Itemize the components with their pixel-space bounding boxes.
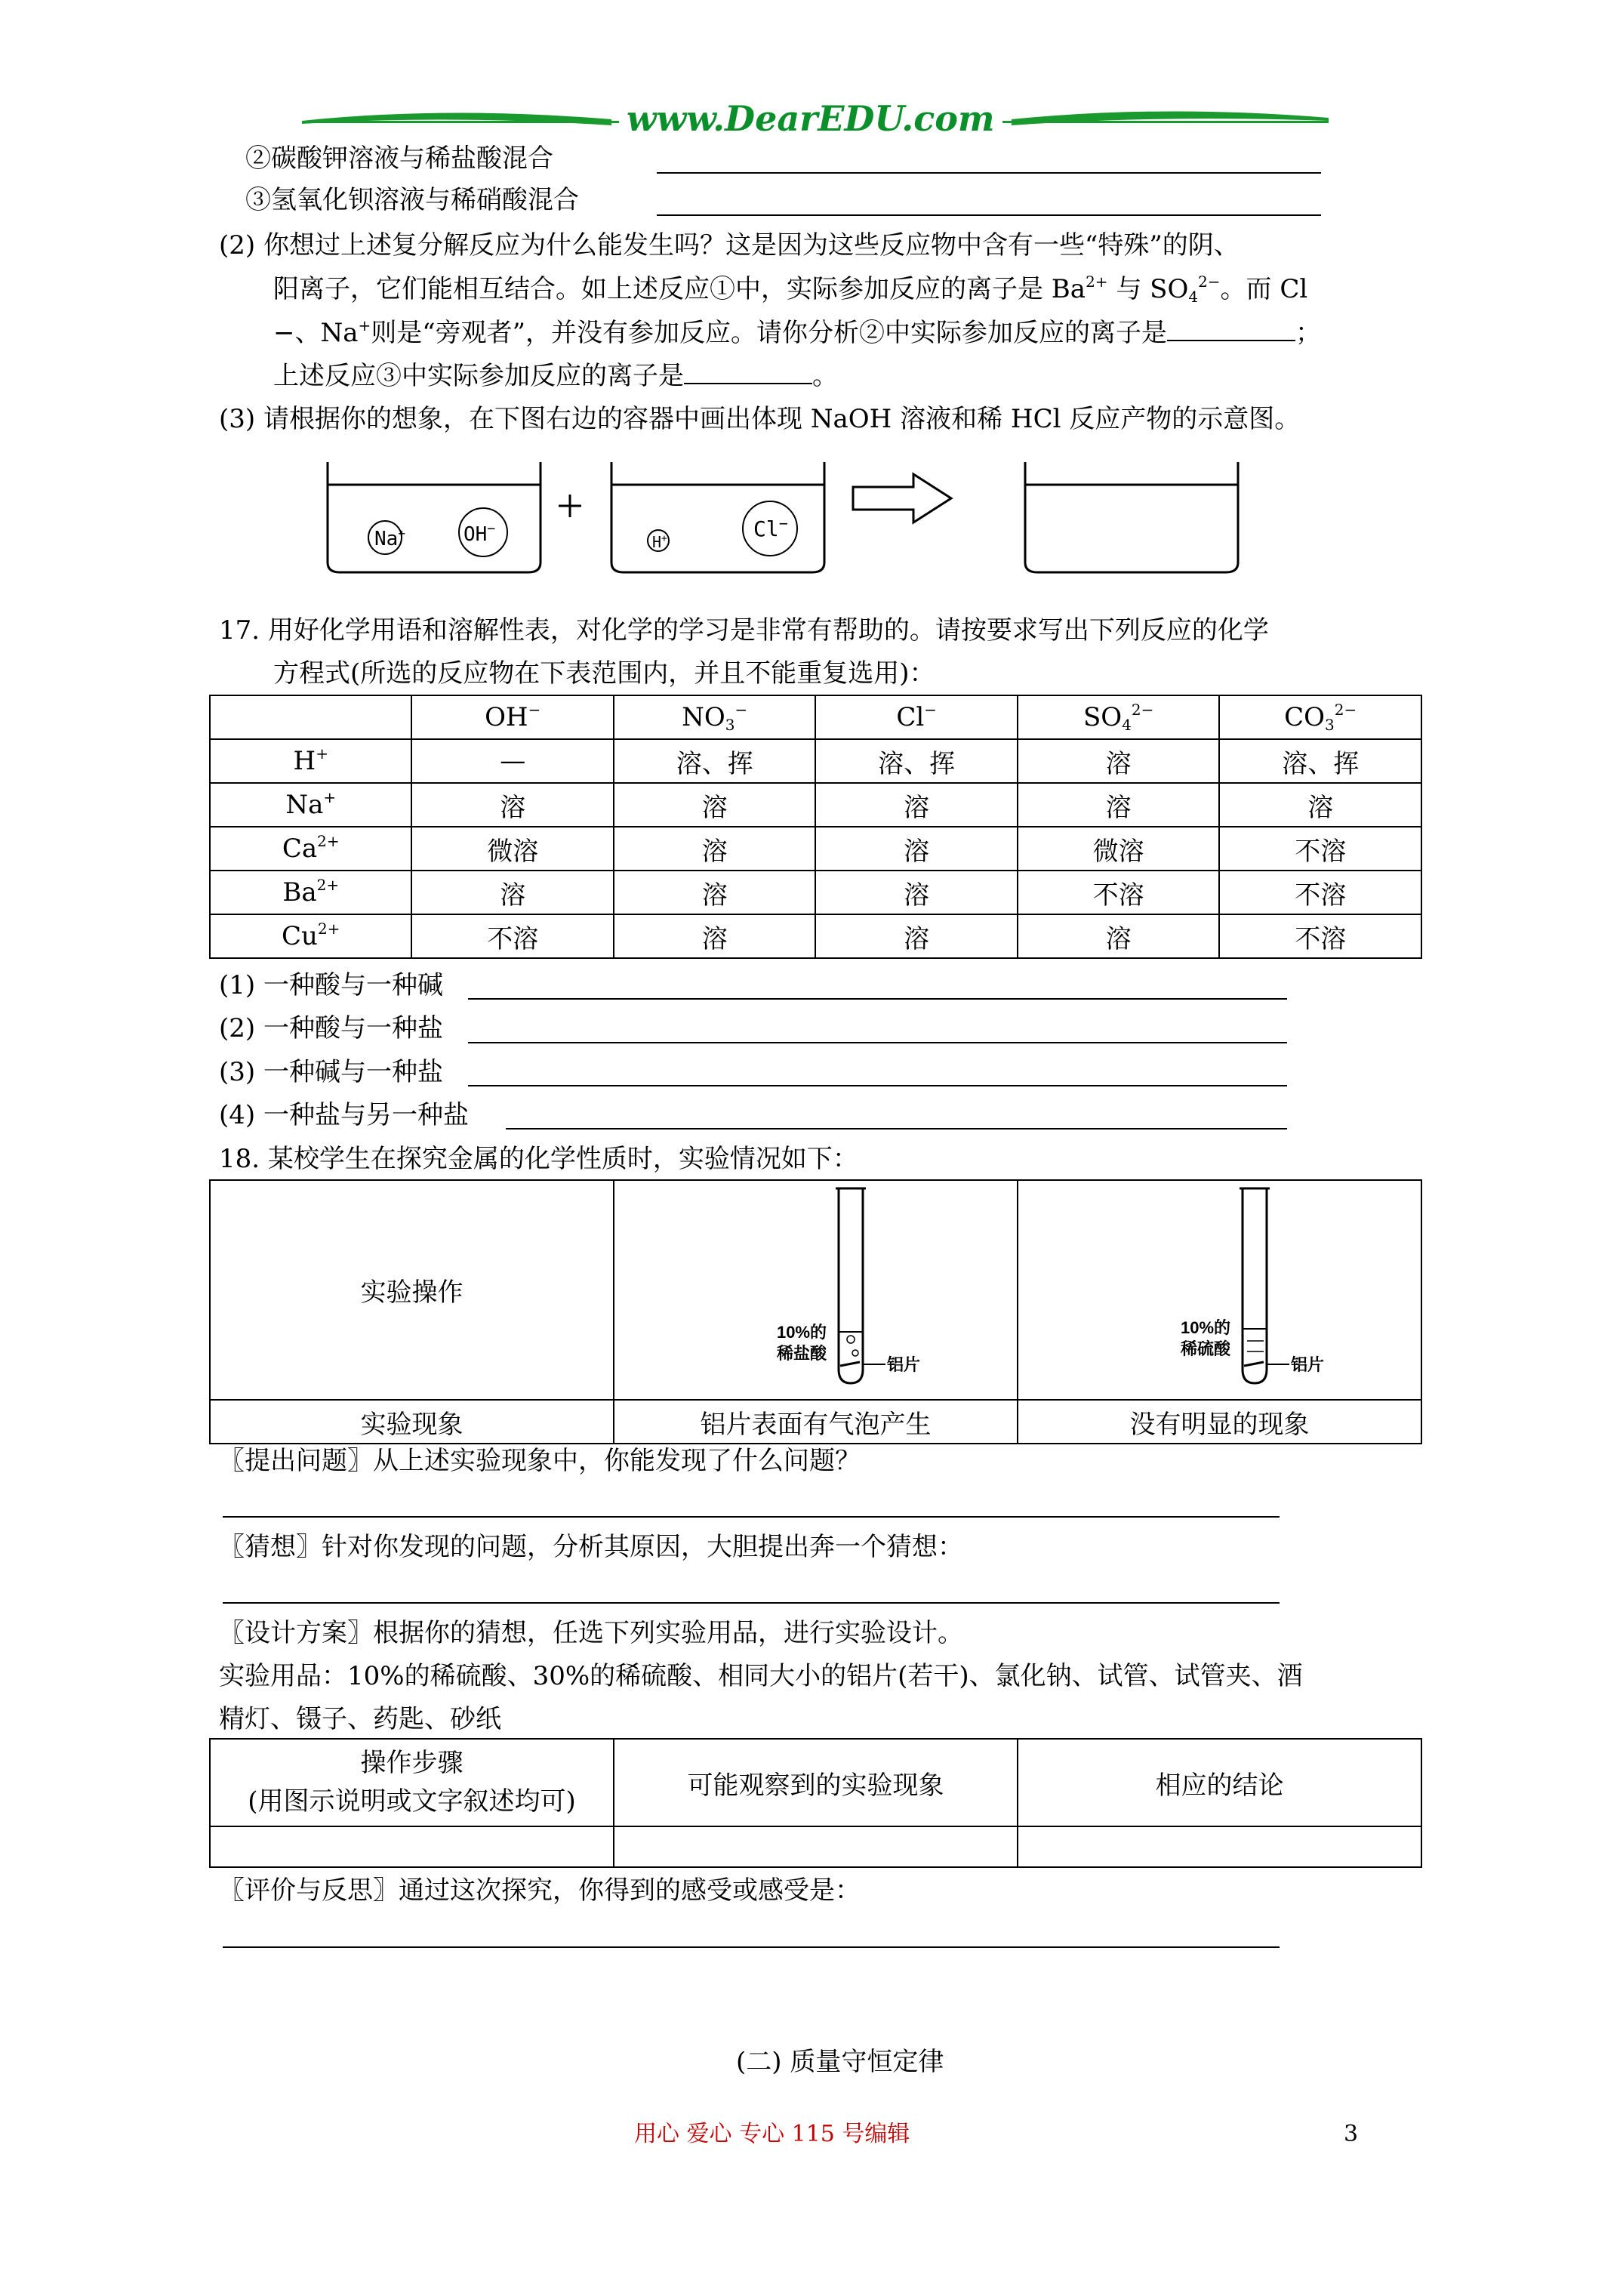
table-row-header: 实验现象 (210, 1400, 614, 1444)
q16-p2-line2: 阳离子，它们能相互结合。如上述反应①中，实际参加反应的离子是 $Ba^{2+}$ 与 $SO_4^{2-}$。而 Cl (273, 273, 1308, 306)
q17-item-3: (3) 一种碱与一种盐 (219, 1057, 443, 1087)
tube2-label-2: 稀硫酸 (1180, 1339, 1230, 1358)
q17-intro-2: 方程式(所选的反应物在下表范围内，并且不能重复选用)： (273, 658, 935, 689)
test-tube-cell (614, 1180, 1018, 1400)
logo-text: www.DearEDU.com (619, 98, 1002, 139)
test-tube-h2so4-icon (1069, 1181, 1371, 1392)
table-cell: 溶 (815, 871, 1017, 914)
q17-item-4: (4) 一种盐与另一种盐 (219, 1100, 469, 1130)
table-cell: — (411, 739, 613, 783)
answer-line (223, 1602, 1280, 1604)
col1-line1: 操作步骤 (360, 1748, 463, 1778)
header-logo (294, 98, 1336, 143)
table-cell: 溶 (815, 783, 1017, 827)
table-row (210, 1400, 1421, 1444)
table-cell: 不溶 (1018, 871, 1220, 914)
table-row-header: H+ (210, 739, 411, 783)
q16-p2-line4: 上述反应③中实际参加反应的离子是 。 (273, 361, 838, 391)
footer-text: 用心 爱心 专心 115 号编辑 (634, 2121, 910, 2147)
tube2-metal-label: 铝片 (1290, 1355, 1324, 1374)
q18-supplies-2: 精灯、镊子、药匙、砂纸 (219, 1704, 501, 1734)
answer-line (506, 1128, 1287, 1130)
table-cell: 溶、挥 (614, 739, 816, 783)
q16-item3: ③氢氧化钡溶液与稀硝酸混合 (245, 185, 579, 215)
table-row-header: Na+ (210, 783, 411, 827)
q17-intro-1: 17. 用好化学用语和溶解性表，对化学的学习是非常有帮助的。请按要求写出下列反应的化学 (219, 615, 1269, 646)
table-header-cell: $SO_4^{2-}$ (1018, 695, 1220, 739)
table-header-cell: Cl− (815, 695, 1017, 739)
experiment-table (209, 1179, 1422, 1444)
tube1-metal-label: 铝片 (886, 1355, 920, 1374)
q18-intro: 18. 某校学生在探究金属的化学性质时，实验情况如下： (219, 1144, 858, 1174)
answer-line (657, 172, 1321, 174)
table-cell: 溶 (614, 914, 816, 958)
tube1-label-2: 稀盐酸 (776, 1344, 827, 1363)
ion-oh-label: OH− (463, 521, 496, 546)
table-row-header: $Ba^{2+}$ (210, 871, 411, 914)
table-cell: 不溶 (411, 914, 613, 958)
blank-line (684, 363, 812, 384)
table-cell (210, 695, 411, 739)
q18-supplies-1: 实验用品：10%的稀硫酸、30%的稀硫酸、相同大小的铝片(若干)、氯化钠、试管、试管夹、酒 (219, 1661, 1303, 1691)
table-header-cell (210, 1739, 614, 1826)
q16-p2-line1: (2) 你想过上述复分解反应为什么能发生吗？这是因为这些反应物中含有一些“特殊”的阴、 (219, 230, 1240, 260)
table-cell: 微溶 (411, 827, 613, 871)
table-cell: 不溶 (1219, 827, 1421, 871)
table-header-cell: 可能观察到的实验现象 (614, 1739, 1018, 1826)
ion-h-label: H+ (652, 533, 667, 551)
table-cell: 溶 (1018, 739, 1220, 783)
table-cell: 溶 (1018, 914, 1220, 958)
table-header-cell: $CO_3^{2-}$ (1219, 695, 1421, 739)
table-row (210, 871, 1421, 914)
table-cell: 铝片表面有气泡产生 (614, 1400, 1018, 1444)
q16-p2-line3: −、Na+则是“旁观者”，并没有参加反应。请你分析②中实际参加反应的离子是 ； (273, 316, 1322, 348)
q18-ask: 〖提出问题〗从上述实验现象中，你能发现了什么问题？ (219, 1446, 861, 1476)
tube1-label-1: 10%的 (776, 1323, 827, 1342)
table-cell: 溶 (1018, 783, 1220, 827)
table-cell: 不溶 (1219, 914, 1421, 958)
table-cell: 溶 (411, 783, 613, 827)
q16-p3: (3) 请根据你的想象，在下图右边的容器中画出体现 NaOH 溶液和稀 HCl 反应产物的示意图。 (219, 404, 1301, 434)
table-row-header: $Ca^{2+}$ (210, 827, 411, 871)
q18-design: 〖设计方案〗根据你的猜想，任选下列实验用品，进行实验设计。 (219, 1618, 963, 1648)
answer-line (223, 1946, 1280, 1948)
table-cell: 微溶 (1018, 827, 1220, 871)
table-header-cell: OH− (411, 695, 613, 739)
table-row-header: $Cu^{2+}$ (210, 914, 411, 958)
table-cell[interactable] (614, 1826, 1018, 1867)
table-cell: 溶、挥 (815, 739, 1017, 783)
table-cell[interactable] (210, 1826, 614, 1867)
blank-line (1167, 320, 1295, 341)
q17-item-1: (1) 一种酸与一种碱 (219, 970, 443, 1000)
q17-item-2: (2) 一种酸与一种盐 (219, 1013, 443, 1043)
ion-na-label: Na+ (374, 526, 405, 550)
table-cell: 没有明显的现象 (1018, 1400, 1421, 1444)
answer-line (468, 998, 1287, 1000)
table-row (210, 914, 1421, 958)
table-header-row (210, 1739, 1421, 1826)
table-cell: 溶、挥 (1219, 739, 1421, 783)
page-number: 3 (1344, 2121, 1359, 2147)
table-header-cell: 相应的结论 (1018, 1739, 1421, 1826)
beaker-diagram (317, 453, 1253, 581)
table-row (210, 1826, 1421, 1867)
table-row (210, 783, 1421, 827)
table-cell: 溶 (614, 827, 816, 871)
table-cell: 溶 (614, 783, 816, 827)
table-cell[interactable] (1018, 1826, 1421, 1867)
section-title: (二) 质量守恒定律 (736, 2047, 944, 2077)
table-header-cell: $NO_3^-$ (614, 695, 816, 739)
answer-line (223, 1516, 1280, 1518)
answer-line (468, 1042, 1287, 1043)
test-tube-hcl-icon (665, 1181, 967, 1392)
q16-item2: ②碳酸钾溶液与稀盐酸混合 (245, 143, 553, 174)
q18-reflect: 〖评价与反思〗通过这次探究，你得到的感受或感受是： (219, 1875, 861, 1906)
table-row (210, 1180, 1421, 1400)
table-header-row (210, 695, 1421, 739)
table-row (210, 739, 1421, 783)
table-cell: 溶 (815, 914, 1017, 958)
plan-table (209, 1738, 1422, 1868)
solubility-table (209, 695, 1422, 959)
table-row (210, 827, 1421, 871)
answer-line (468, 1085, 1287, 1086)
ion-cl-label: Cl− (753, 514, 788, 541)
table-cell: 溶 (614, 871, 816, 914)
table-cell: 溶 (1219, 783, 1421, 827)
table-cell: 溶 (815, 827, 1017, 871)
beaker-diagram-svg (317, 453, 1253, 581)
table-cell: 溶 (411, 871, 613, 914)
tube2-label-1: 10%的 (1180, 1318, 1230, 1337)
q18-guess: 〖猜想〗针对你发现的问题，分析其原因，大胆提出奔一个猜想： (219, 1532, 963, 1562)
test-tube-cell (1018, 1180, 1421, 1400)
answer-line (657, 214, 1321, 216)
table-cell: 不溶 (1219, 871, 1421, 914)
col1-line2: (用图示说明或文字叙述均可) (248, 1786, 576, 1817)
table-row-header: 实验操作 (210, 1180, 614, 1400)
